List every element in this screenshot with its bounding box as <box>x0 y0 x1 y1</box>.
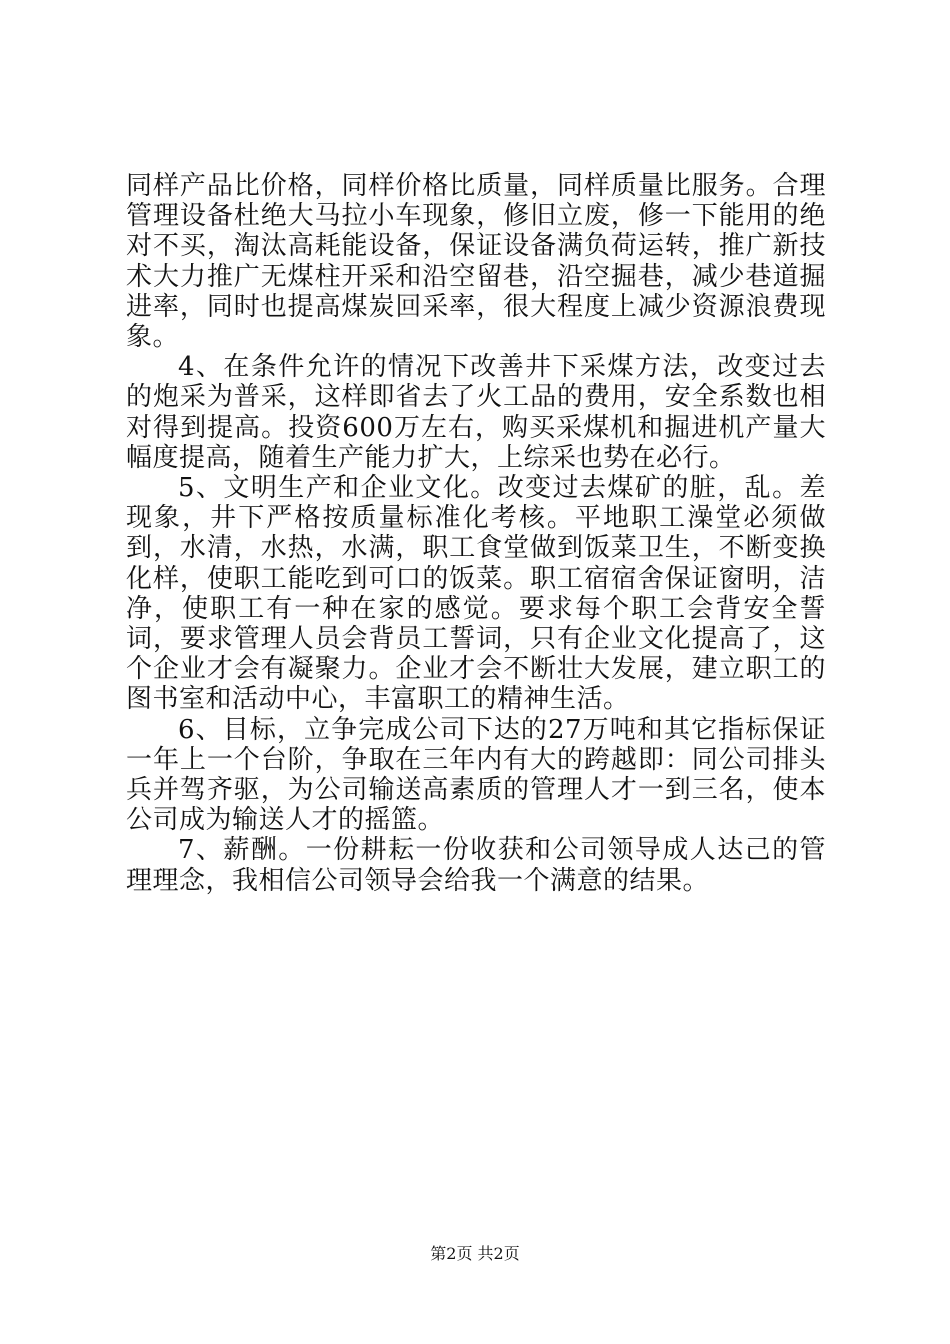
paragraph-item-6: 6、目标，立争完成公司下达的27万吨和其它指标保证一年上一个台阶，争取在三年内有大的跨越即：同公司排头兵并驾齐驱，为公司输送高素质的管理人才一到三名，使本公司成为输送人才的摇篮。 <box>126 714 826 836</box>
document-body <box>126 171 826 896</box>
paragraph-continuation: 同样产品比价格，同样价格比质量，同样质量比服务。合理管理设备杜绝大马拉小车现象，修旧立废，修一下能用的绝对不买，淘汰高耗能设备，保证设备满负荷运转，推广新技术大力推广无煤柱开采和沿空留巷，沿空掘巷，减少巷道掘进率，同时也提高煤炭回采率，很大程度上减少资源浪费现象。 <box>126 171 826 353</box>
paragraph-item-4: 4、在条件允许的情况下改善井下采煤方法，改变过去的炮采为普采，这样即省去了火工品的费用，安全系数也相对得到提高。投资600万左右，购买采煤机和掘进机产量大幅度提高，随着生产能力扩大，上综采也势在必行。 <box>126 352 826 473</box>
page-number-footer: 第2页 共2页 <box>430 1244 520 1263</box>
paragraph-item-5: 5、文明生产和企业文化。改变过去煤矿的脏，乱。差现象，井下严格按质量标准化考核。平地职工澡堂必须做到，水清，水热，水满，职工食堂做到饭菜卫生，不断变换化样，使职工能吃到可口的饭菜。职工宿宿舍保证窗明，洁净，使职工有一种在家的感觉。要求每个职工会背安全誓词，要求管理人员会背员工誓词，只有企业文化提高了，这个企业才会有凝聚力。企业才会不断壮大发展，建立职工的图书室和活动中心，丰富职工的精神生活。 <box>126 473 826 715</box>
paragraph-item-7: 7、薪酬。一份耕耘一份收获和公司领导成人达己的管理理念，我相信公司领导会给我一个满意的结果。 <box>126 835 826 896</box>
